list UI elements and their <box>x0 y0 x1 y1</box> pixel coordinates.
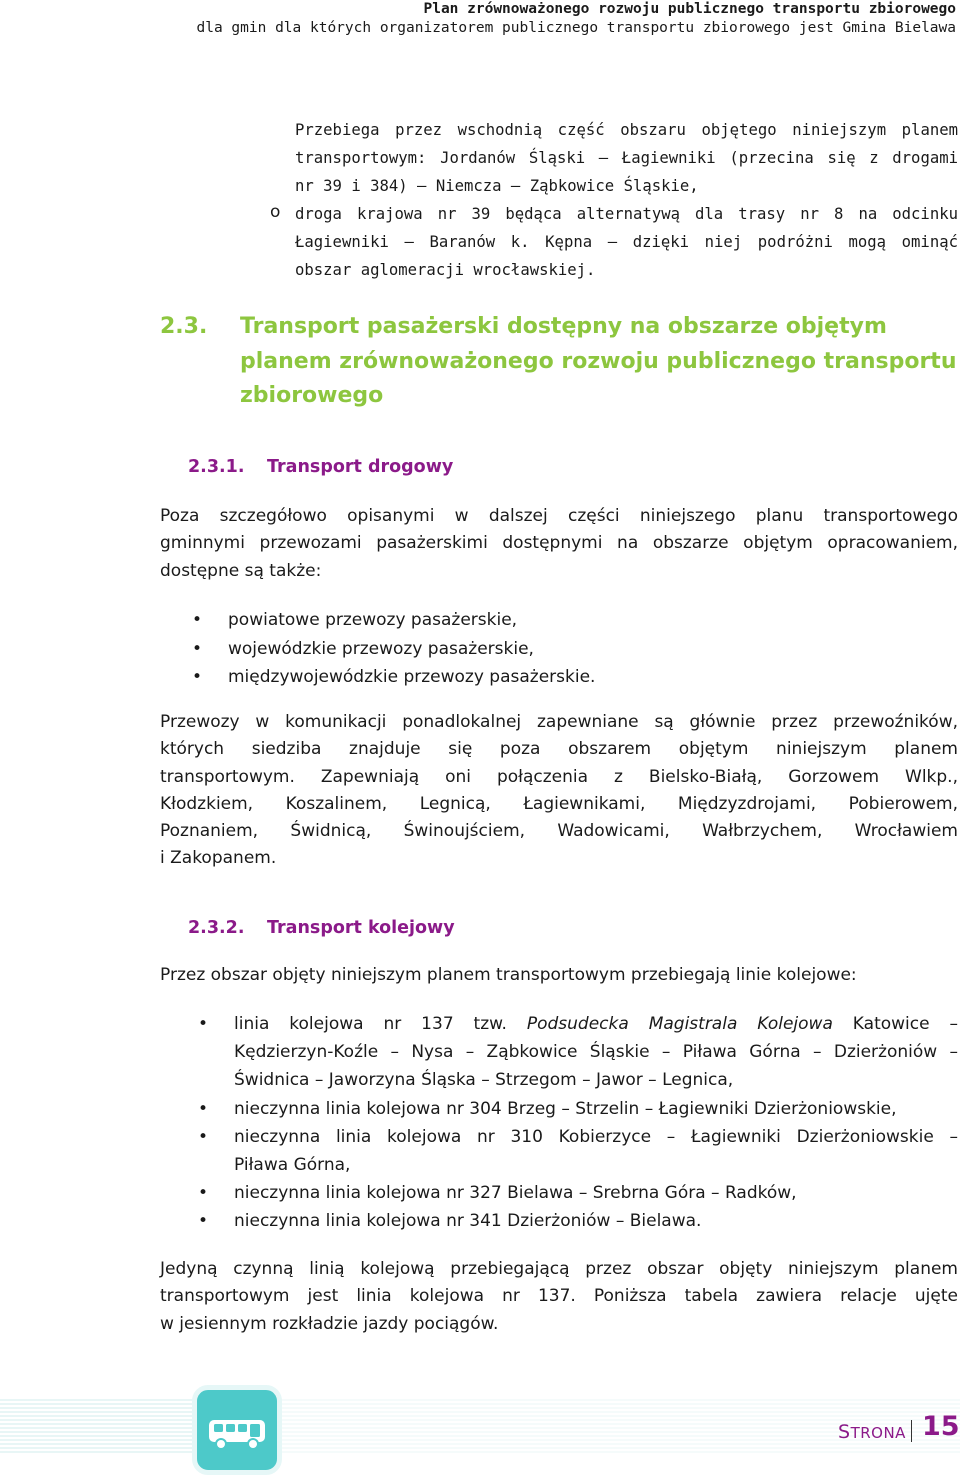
top-list-continuation <box>295 116 958 284</box>
page-number: 15 <box>922 1411 960 1442</box>
list-item: • nieczynna linia kolejowa nr 327 Bielawa – Srebrna Góra – Radków, <box>234 1179 958 1207</box>
list-item <box>198 1123 958 1179</box>
italic-name: Podsudecka Magistrala Kolejowa <box>526 1014 833 1034</box>
text-line: dostępne są także: <box>160 560 322 581</box>
paragraph-rail-summary <box>160 1256 958 1338</box>
page-label: STRONA <box>838 1421 906 1443</box>
bullet-dot-icon: • <box>198 1183 209 1204</box>
footer-stripes-decoration <box>0 1398 960 1458</box>
bus-icon <box>197 1390 277 1470</box>
list-item: • wojewódzkie przewozy pasażerskie, <box>228 635 595 664</box>
text-line: Łagiewniki – Baranów k. Kępna – dzięki niej podróżni mogą ominąć <box>295 233 958 251</box>
text-line: nieczynna linia kolejowa nr 310 Kobierzyce – Łagiewniki Dzierżoniowskie – <box>234 1126 958 1147</box>
footer-separator <box>911 1420 912 1442</box>
paragraph-rail-intro <box>160 962 958 989</box>
bus-logo <box>192 1385 282 1475</box>
text-line: Przewozy w komunikacji ponadlokalnej zapewniane są głównie przez przewoźników, <box>160 712 958 732</box>
bullet-dot-icon: • <box>198 1014 209 1034</box>
subsection-title: Transport drogowy <box>267 457 454 477</box>
text-line: droga krajowa nr 39 będąca alternatywą dla trasy nr 8 na odcinku <box>295 205 958 223</box>
header-title: Plan zrównoważonego rozwoju publicznego transportu zbiorowego <box>423 1 956 17</box>
text-line: Poza szczegółowo opisanymi w dalszej części niniejszego planu transportowego <box>160 506 958 526</box>
text-line: których siedziba znajduje się poza obszarem objętym niniejszym planem <box>160 739 958 760</box>
text-line: obszar aglomeracji wrocławskiej. <box>295 261 596 279</box>
text-line: w jesiennym rozkładzie jazdy pociągów. <box>160 1313 499 1334</box>
text-line: nr 39 i 384) – Niemcza – Ząbkowice Śląskie, <box>295 177 699 195</box>
bullet-dot-icon: • <box>192 667 203 687</box>
bullet-dot-icon: • <box>192 638 203 659</box>
text-line: Jedyną czynną linią kolejową przebiegającą przez obszar objęty niniejszym planem <box>160 1259 958 1279</box>
subsection-number: 2.3.2. <box>188 918 245 938</box>
text-line: transportowym. Zapewniają oni połączenia z Bielsko-Białą, Gorzowem Wlkp., <box>160 766 958 787</box>
rail-lines-list <box>198 1010 959 1236</box>
list-item: • nieczynna linia kolejowa nr 341 Dzierżoniów – Bielawa. <box>234 1207 958 1235</box>
list-item: • powiatowe przewozy pasażerskie, <box>228 606 595 635</box>
text-line: Poznaniem, Świdnicą, Świnoujściem, Wadowicami, Wałbrzychem, Wrocławiem <box>160 821 958 842</box>
text-line: gminnymi przewozami pasażerskimi dostępnymi na obszarze objętym opracowaniem, <box>160 533 958 554</box>
running-header <box>197 0 957 38</box>
header-subtitle: dla gmin dla których organizatorem publicznego transportu zbiorowego jest Gmina Bielawa <box>196 20 956 36</box>
bullet-dot-icon: • <box>192 610 203 630</box>
section-number: 2.3. <box>160 314 208 339</box>
road-transport-list <box>192 606 596 692</box>
paragraph-intro-road <box>160 503 958 585</box>
text-line: Piława Górna, <box>234 1155 351 1176</box>
text-line: Kędzierzyn-Koźle – Nysa – Ząbkowice Śląskie – Piława Górna – Dzierżoniów – <box>234 1042 958 1063</box>
bullet-dot-icon: • <box>198 1211 209 1232</box>
bullet-dot-icon: • <box>198 1098 209 1119</box>
list-item: • międzywojewódzkie przewozy pasażerskie. <box>228 663 595 692</box>
list-item <box>198 1010 959 1095</box>
text-line: Przez obszar objęty niniejszym planem transportowym przebiegają linie kolejowe: <box>160 965 857 985</box>
subsection-title: Transport kolejowy <box>267 918 455 938</box>
text-line: i Zakopanem. <box>160 848 277 869</box>
text-line: Świdnica – Jaworzyna Śląska – Strzegom – Jawor – Legnica, <box>234 1070 734 1091</box>
bullet-dot-icon: • <box>198 1126 209 1147</box>
section-title: Transport pasażerski dostępny na obszarze objętym planem zrównoważonego rozwoju publicznego transportu zbiorowego <box>240 314 957 408</box>
text-line: Kłodzkiem, Koszalinem, Legnicą, Łagiewnikami, Międzyzdrojami, Pobierowem, <box>160 793 958 814</box>
text-line: transportowym jest linia kolejowa nr 137. Poniższa tabela zawiera relacje ujęte <box>160 1286 958 1307</box>
list-bullet-o: o <box>270 202 281 222</box>
paragraph-long-distance <box>160 709 958 873</box>
text-line: Przebiega przez wschodnią część obszaru objętego niniejszym planem <box>295 121 958 139</box>
list-item: • nieczynna linia kolejowa nr 304 Brzeg – Strzelin – Łagiewniki Dzierżoniowskie, <box>234 1095 958 1123</box>
text-line: transportowym: Jordanów Śląski – Łagiewniki (przecina się z drogami <box>295 149 958 167</box>
text-line: linia kolejowa nr 137 tzw. Podsudecka Magistrala Kolejowa Katowice – <box>234 1014 959 1034</box>
subsection-number: 2.3.1. <box>188 457 245 477</box>
